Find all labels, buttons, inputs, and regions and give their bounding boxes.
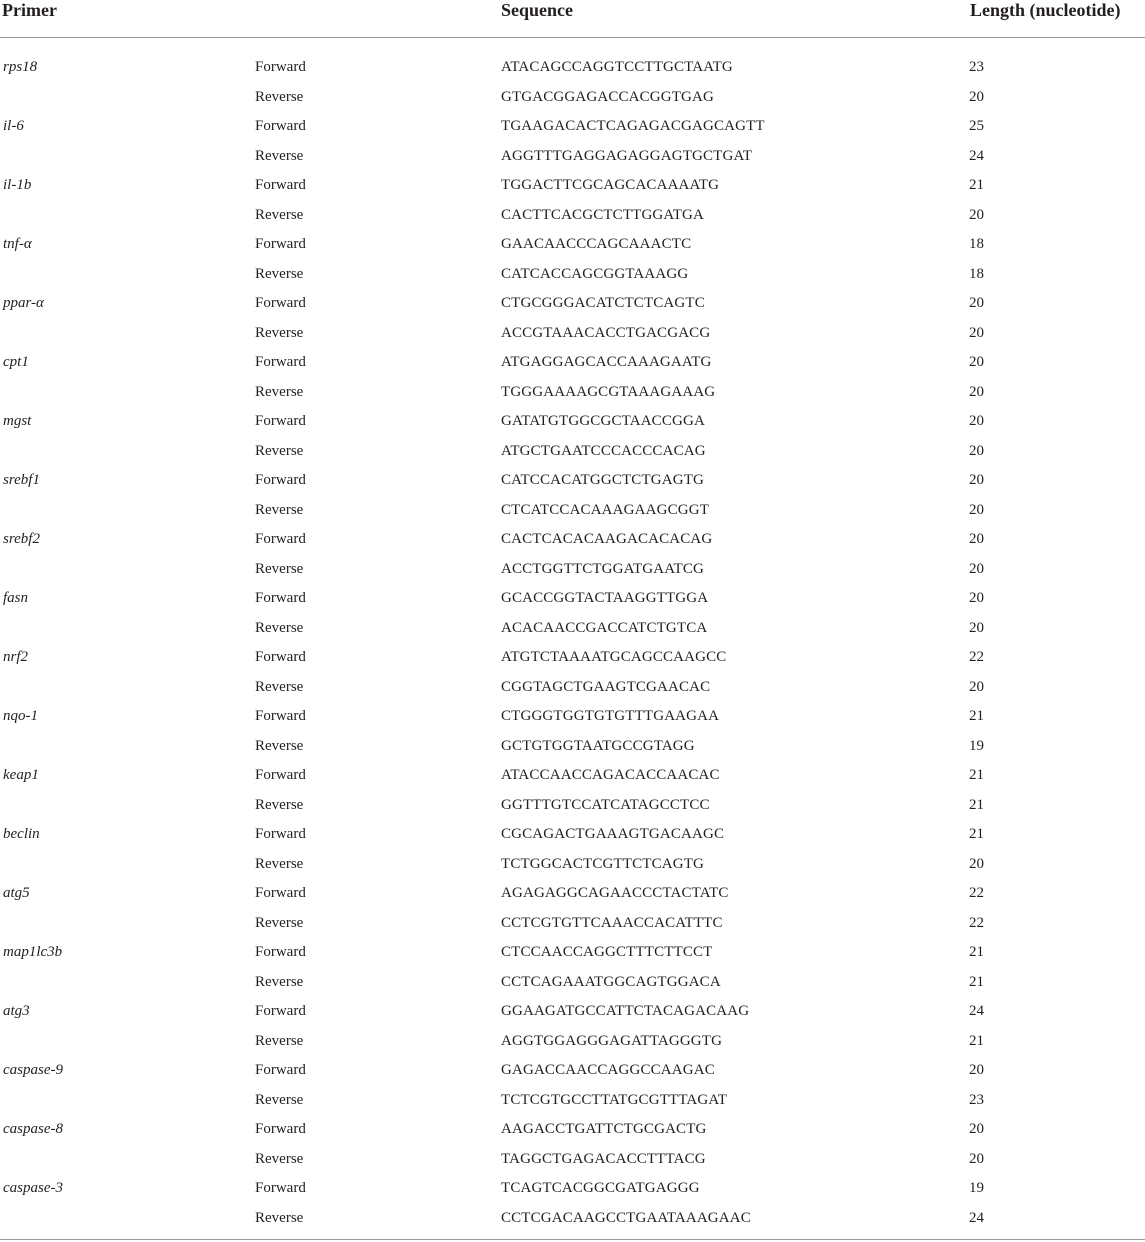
sequence-cell: ATGAGGAGCACCAAAGAATG: [501, 354, 712, 370]
table-row: [0, 1147, 1145, 1177]
sequence-cell: CGGTAGCTGAAGTCGAACAC: [501, 678, 711, 695]
table-body: [0, 38, 1145, 1235]
table-row: [0, 970, 1145, 1000]
length-cell: 19: [969, 1180, 984, 1196]
direction-cell: Forward: [255, 1180, 306, 1196]
sequence-cell: CTCATCCACAAAGAAGCGGT: [501, 501, 710, 518]
table-row: [0, 85, 1145, 115]
gene-cell: il-1b: [3, 177, 32, 193]
gene-cell: caspase-3: [3, 1180, 63, 1196]
table-row: [0, 144, 1145, 174]
length-cell: 21: [969, 708, 984, 724]
length-cell: 21: [969, 944, 984, 960]
direction-cell: Reverse: [255, 147, 304, 164]
sequence-cell: TGGGAAAAGCGTAAAGAAAG: [501, 383, 716, 400]
gene-cell: atg3: [3, 1003, 30, 1019]
table-row: [0, 380, 1145, 410]
direction-cell: Reverse: [255, 619, 304, 636]
gene-cell: atg5: [3, 885, 30, 901]
sequence-cell: ACCTGGTTCTGGATGAATCG: [501, 560, 704, 577]
direction-cell: Forward: [255, 118, 306, 134]
table-row: [0, 793, 1145, 823]
direction-cell: Forward: [255, 590, 306, 606]
sequence-cell: ACCGTAAACACCTGACGACG: [501, 324, 711, 341]
direction-cell: Reverse: [255, 206, 304, 223]
table-row: [0, 173, 1145, 203]
direction-cell: Forward: [255, 295, 306, 311]
sequence-cell: CACTCACACAAGACACACAG: [501, 531, 713, 547]
direction-cell: Forward: [255, 177, 306, 193]
gene-cell: tnf-α: [3, 236, 32, 252]
length-cell: 20: [969, 531, 984, 547]
sequence-cell: AGAGAGGCAGAACCCTACTATC: [501, 885, 729, 901]
sequence-cell: TCTCGTGCCTTATGCGTTTAGAT: [501, 1091, 728, 1108]
sequence-cell: ACACAACCGACCATCTGTCA: [501, 619, 708, 636]
sequence-cell: GGAAGATGCCATTCTACAGACAAG: [501, 1003, 750, 1019]
gene-cell: nrf2: [3, 649, 29, 665]
sequence-cell: ATACCAACCAGACACCAACAC: [501, 767, 720, 783]
length-cell: 23: [969, 59, 984, 75]
table-row: [0, 1206, 1145, 1236]
table-row: [0, 586, 1145, 616]
direction-cell: Reverse: [255, 442, 304, 459]
direction-cell: Reverse: [255, 560, 304, 577]
sequence-cell: AAGACCTGATTCTGCGACTG: [501, 1121, 707, 1137]
direction-cell: Reverse: [255, 1091, 304, 1108]
table-row: [0, 616, 1145, 646]
gene-cell: mgst: [3, 413, 32, 429]
sequence-cell: TCAGTCACGGCGATGAGGG: [501, 1180, 700, 1196]
sequence-cell: GTGACGGAGACCACGGTGAG: [501, 88, 714, 105]
table-row: [0, 675, 1145, 705]
direction-cell: Forward: [255, 767, 306, 783]
length-cell: 20: [969, 354, 984, 370]
gene-cell: beclin: [3, 826, 40, 842]
bottom-rule: [0, 1239, 1145, 1240]
direction-cell: Forward: [255, 59, 306, 75]
length-cell: 20: [969, 295, 984, 311]
gene-cell: cpt1: [3, 354, 29, 370]
table-row: [0, 1088, 1145, 1118]
table-row: [0, 999, 1145, 1029]
table-row: [0, 852, 1145, 882]
direction-cell: Reverse: [255, 914, 304, 931]
direction-cell: Reverse: [255, 501, 304, 518]
direction-cell: Reverse: [255, 796, 304, 813]
direction-cell: Forward: [255, 1003, 306, 1019]
table-row: [0, 232, 1145, 262]
gene-cell: keap1: [3, 767, 39, 783]
table-row: [0, 557, 1145, 587]
direction-cell: Reverse: [255, 1209, 304, 1226]
length-cell: 20: [969, 206, 984, 223]
sequence-cell: AGGTGGAGGGAGATTAGGGTG: [501, 1032, 723, 1049]
direction-cell: Reverse: [255, 324, 304, 341]
direction-cell: Forward: [255, 472, 306, 488]
sequence-cell: CATCCACATGGCTCTGAGTG: [501, 472, 705, 488]
gene-cell: srebf2: [3, 531, 40, 547]
direction-cell: Forward: [255, 885, 306, 901]
length-cell: 24: [969, 147, 984, 164]
header-sequence: Sequence: [501, 0, 573, 20]
gene-cell: map1lc3b: [3, 944, 63, 960]
table-row: [0, 911, 1145, 941]
length-cell: 25: [969, 118, 984, 134]
table-row: [0, 1029, 1145, 1059]
sequence-cell: CCTCGTGTTCAAACCACATTTC: [501, 914, 723, 931]
direction-cell: Reverse: [255, 88, 304, 105]
sequence-cell: TGAAGACACTCAGAGACGAGCAGTT: [501, 118, 765, 134]
direction-cell: Forward: [255, 236, 306, 252]
length-cell: 20: [969, 678, 984, 695]
gene-cell: nqo-1: [3, 708, 38, 724]
length-cell: 19: [969, 737, 984, 754]
gene-cell: il-6: [3, 118, 24, 134]
length-cell: 20: [969, 383, 984, 400]
sequence-cell: GGTTTGTCCATCATAGCCTCC: [501, 796, 710, 813]
sequence-cell: CATCACCAGCGGTAAAGG: [501, 265, 689, 282]
length-cell: 22: [969, 914, 984, 931]
table-row: [0, 527, 1145, 557]
table-row: [0, 734, 1145, 764]
direction-cell: Reverse: [255, 678, 304, 695]
length-cell: 20: [969, 1062, 984, 1078]
sequence-cell: AGGTTTGAGGAGAGGAGTGCTGAT: [501, 147, 753, 164]
length-cell: 20: [969, 88, 984, 105]
sequence-cell: CCTCAGAAATGGCAGTGGACA: [501, 973, 721, 990]
sequence-cell: CACTTCACGCTCTTGGATGA: [501, 206, 705, 223]
direction-cell: Forward: [255, 1121, 306, 1137]
direction-cell: Forward: [255, 413, 306, 429]
table-row: [0, 350, 1145, 380]
table-row: [0, 645, 1145, 675]
sequence-cell: CTGCGGGACATCTCTCAGTC: [501, 295, 705, 311]
gene-cell: ppar-α: [3, 295, 44, 311]
gene-cell: srebf1: [3, 472, 40, 488]
table-row: [0, 704, 1145, 734]
direction-cell: Forward: [255, 944, 306, 960]
table-row: [0, 203, 1145, 233]
table-row: [0, 940, 1145, 970]
table-row: [0, 409, 1145, 439]
direction-cell: Forward: [255, 826, 306, 842]
gene-cell: fasn: [3, 590, 29, 606]
direction-cell: Forward: [255, 1062, 306, 1078]
table-row: [0, 763, 1145, 793]
table-row: [0, 439, 1145, 469]
length-cell: 22: [969, 885, 984, 901]
length-cell: 21: [969, 973, 984, 990]
sequence-cell: ATGCTGAATCCCACCCACAG: [501, 442, 706, 459]
length-cell: 20: [969, 442, 984, 459]
table-row: [0, 1176, 1145, 1206]
table-row: [0, 291, 1145, 321]
sequence-cell: CTCCAACCAGGCTTTCTTCCT: [501, 944, 713, 960]
length-cell: 20: [969, 413, 984, 429]
header-length: Length (nucleotide): [970, 0, 1121, 20]
length-cell: 24: [969, 1003, 984, 1019]
length-cell: 21: [969, 796, 984, 813]
table-header: [0, 0, 1145, 38]
direction-cell: Forward: [255, 531, 306, 547]
length-cell: 22: [969, 649, 984, 665]
table-row: [0, 881, 1145, 911]
length-cell: 20: [969, 619, 984, 636]
gene-cell: caspase-9: [3, 1062, 63, 1078]
length-cell: 20: [969, 590, 984, 606]
length-cell: 20: [969, 855, 984, 872]
direction-cell: Reverse: [255, 855, 304, 872]
direction-cell: Reverse: [255, 737, 304, 754]
sequence-cell: GAACAACCCAGCAAACTC: [501, 236, 692, 252]
sequence-cell: GAGACCAACCAGGCCAAGAC: [501, 1062, 715, 1078]
sequence-cell: TAGGCTGAGACACCTTTACG: [501, 1150, 706, 1167]
direction-cell: Reverse: [255, 1150, 304, 1167]
length-cell: 24: [969, 1209, 984, 1226]
length-cell: 21: [969, 826, 984, 842]
sequence-cell: GCTGTGGTAATGCCGTAGG: [501, 737, 695, 754]
header-primer: Primer: [2, 0, 57, 20]
direction-cell: Forward: [255, 708, 306, 724]
direction-cell: Reverse: [255, 383, 304, 400]
length-cell: 18: [969, 265, 984, 282]
table-row: [0, 321, 1145, 351]
length-cell: 20: [969, 1121, 984, 1137]
sequence-cell: TCTGGCACTCGTTCTCAGTG: [501, 855, 704, 872]
length-cell: 21: [969, 767, 984, 783]
sequence-cell: GATATGTGGCGCTAACCGGA: [501, 413, 705, 429]
length-cell: 18: [969, 236, 984, 252]
gene-cell: caspase-8: [3, 1121, 63, 1137]
table-row: [0, 468, 1145, 498]
sequence-cell: CCTCGACAAGCCTGAATAAAGAAC: [501, 1209, 751, 1226]
length-cell: 21: [969, 1032, 984, 1049]
length-cell: 20: [969, 1150, 984, 1167]
table-row: [0, 55, 1145, 85]
gene-cell: rps18: [3, 59, 38, 75]
table-row: [0, 114, 1145, 144]
table-row: [0, 1117, 1145, 1147]
direction-cell: Reverse: [255, 1032, 304, 1049]
sequence-cell: GCACCGGTACTAAGGTTGGA: [501, 590, 709, 606]
sequence-cell: CTGGGTGGTGTGTTTGAAGAA: [501, 708, 720, 724]
table-row: [0, 498, 1145, 528]
table-row: [0, 262, 1145, 292]
direction-cell: Reverse: [255, 265, 304, 282]
table-row: [0, 822, 1145, 852]
length-cell: 20: [969, 501, 984, 518]
direction-cell: Forward: [255, 354, 306, 370]
direction-cell: Reverse: [255, 973, 304, 990]
length-cell: 21: [969, 177, 984, 193]
length-cell: 20: [969, 560, 984, 577]
direction-cell: Forward: [255, 649, 306, 665]
length-cell: 20: [969, 324, 984, 341]
table-row: [0, 1058, 1145, 1088]
sequence-cell: TGGACTTCGCAGCACAAAATG: [501, 177, 720, 193]
sequence-cell: ATACAGCCAGGTCCTTGCTAATG: [501, 59, 733, 75]
length-cell: 20: [969, 472, 984, 488]
sequence-cell: CGCAGACTGAAAGTGACAAGC: [501, 826, 725, 842]
length-cell: 23: [969, 1091, 984, 1108]
sequence-cell: ATGTCTAAAATGCAGCCAAGCC: [501, 649, 727, 665]
